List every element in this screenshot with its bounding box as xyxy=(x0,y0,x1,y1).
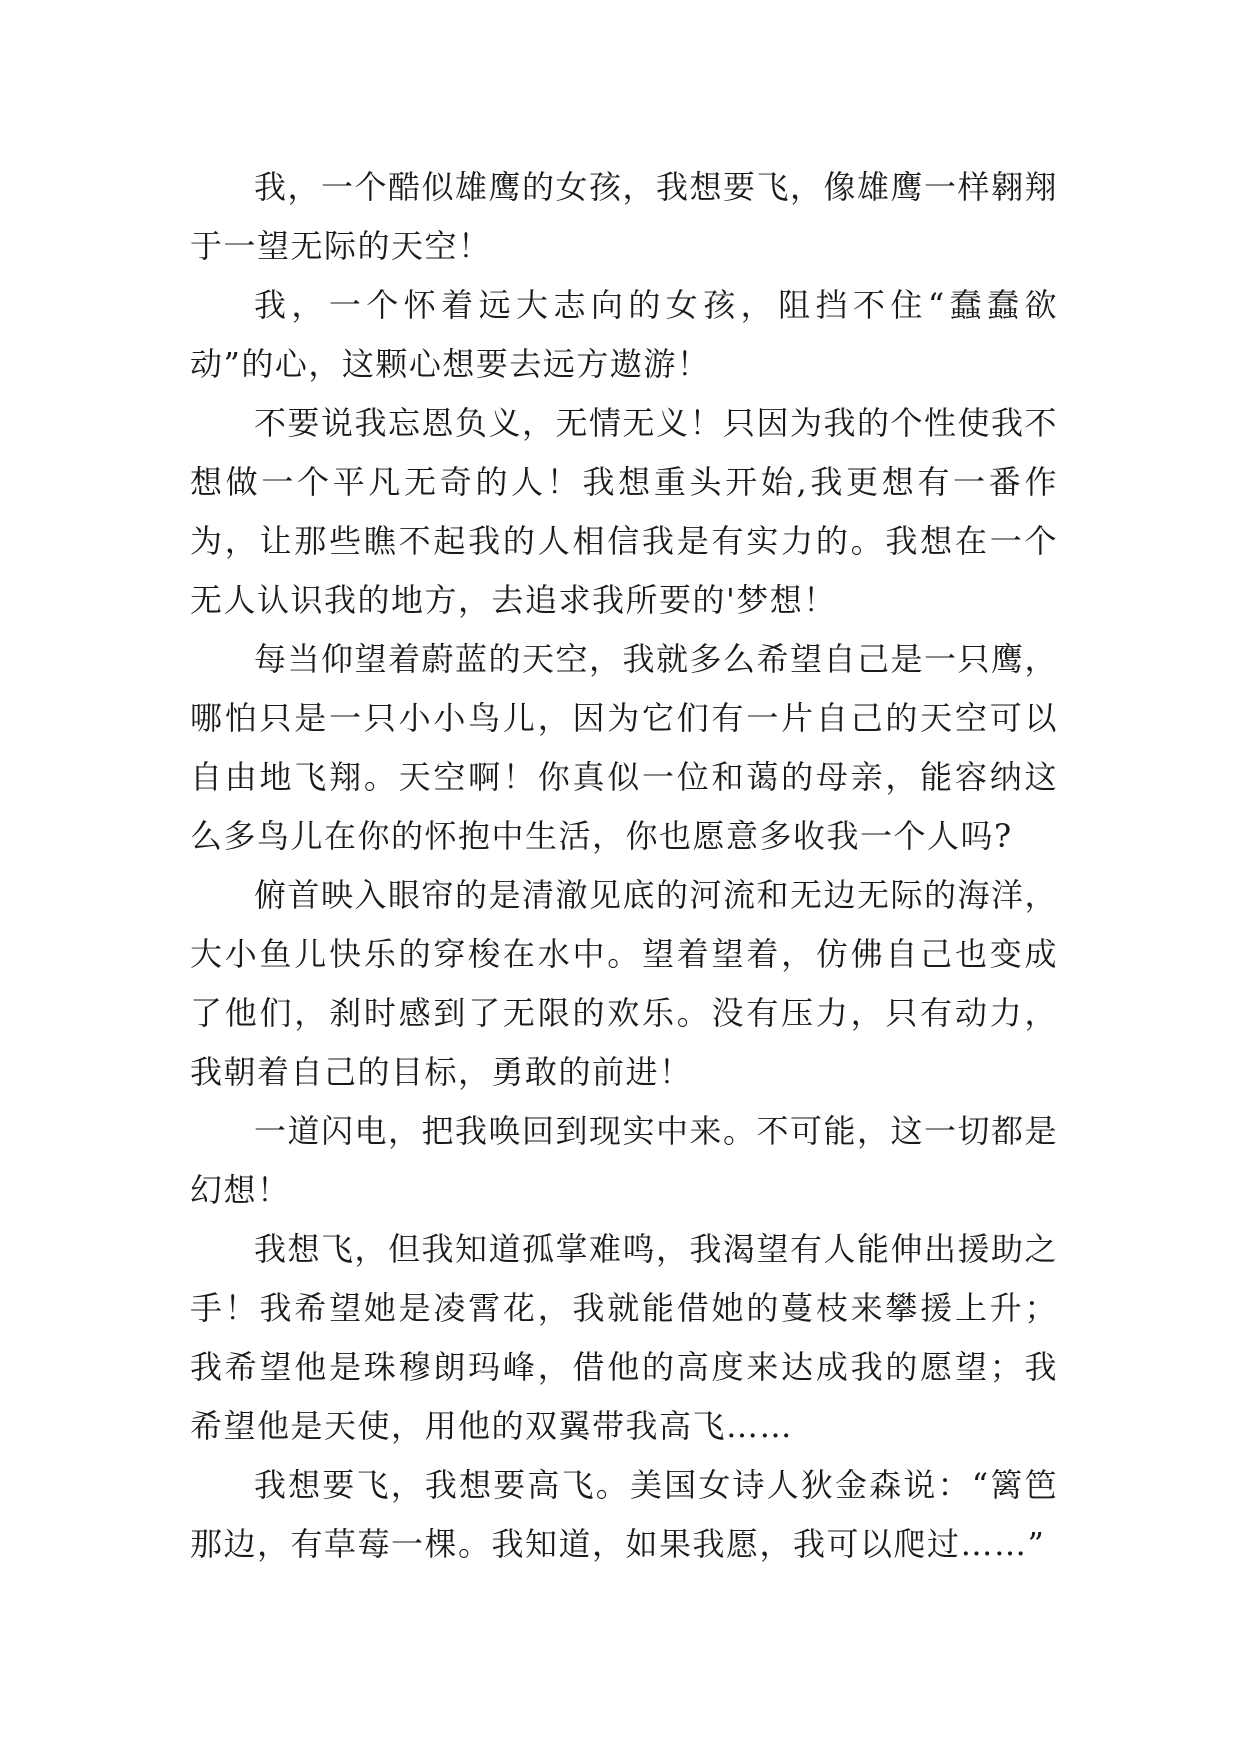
paragraph-7: 我想飞，但我知道孤掌难鸣，我渴望有人能伸出援助之手！我希望她是凌霄花，我就能借她的蔓枝来攀援上升；我希望他是珠穆朗玛峰，借他的高度来达成我的愿望；我希望他是天使，用他的双翼带我高飞…… xyxy=(190,1230,1059,1445)
paragraph-2: 我，一个怀着远大志向的女孩，阻挡不住“蠢蠢欲动”的心，这颗心想要去远方遨游！ xyxy=(190,286,1058,383)
paragraph-8: 我想要飞，我想要高飞。美国女诗人狄金森说：“篱笆那边，有草莓一棵。我知道，如果我愿，我可以爬过……” xyxy=(190,1466,1058,1563)
paragraph-1: 我，一个酷似雄鹰的女孩，我想要飞，像雄鹰一样翱翔于一望无际的天空！ xyxy=(190,168,1059,265)
paragraph-3: 不要说我忘恩负义，无情无义！只因为我的个性使我不想做一个平凡无奇的人！我想重头开始,我更想有一番作为，让那些瞧不起我的人相信我是有实力的。我想在一个无人认识我的地方，去追求我所要的'梦想！ xyxy=(190,404,1059,619)
paragraph-5: 俯首映入眼帘的是清澈见底的河流和无边无际的海洋，大小鱼儿快乐的穿梭在水中。望着望着，仿佛自己也变成了他们，刹时感到了无限的欢乐。没有压力，只有动力，我朝着自己的目标，勇敢的前进！ xyxy=(190,876,1059,1091)
paragraph-6: 一道闪电，把我唤回到现实中来。不可能，这一切都是幻想！ xyxy=(190,1112,1059,1209)
essay-body xyxy=(190,158,1058,1574)
paragraph-4: 每当仰望着蔚蓝的天空，我就多么希望自己是一只鹰，哪怕只是一只小小鸟儿，因为它们有一片自己的天空可以自由地飞翔。天空啊！你真似一位和蔼的母亲，能容纳这么多鸟儿在你的怀抱中生活，你也愿意多收我一个人吗? xyxy=(190,640,1059,855)
